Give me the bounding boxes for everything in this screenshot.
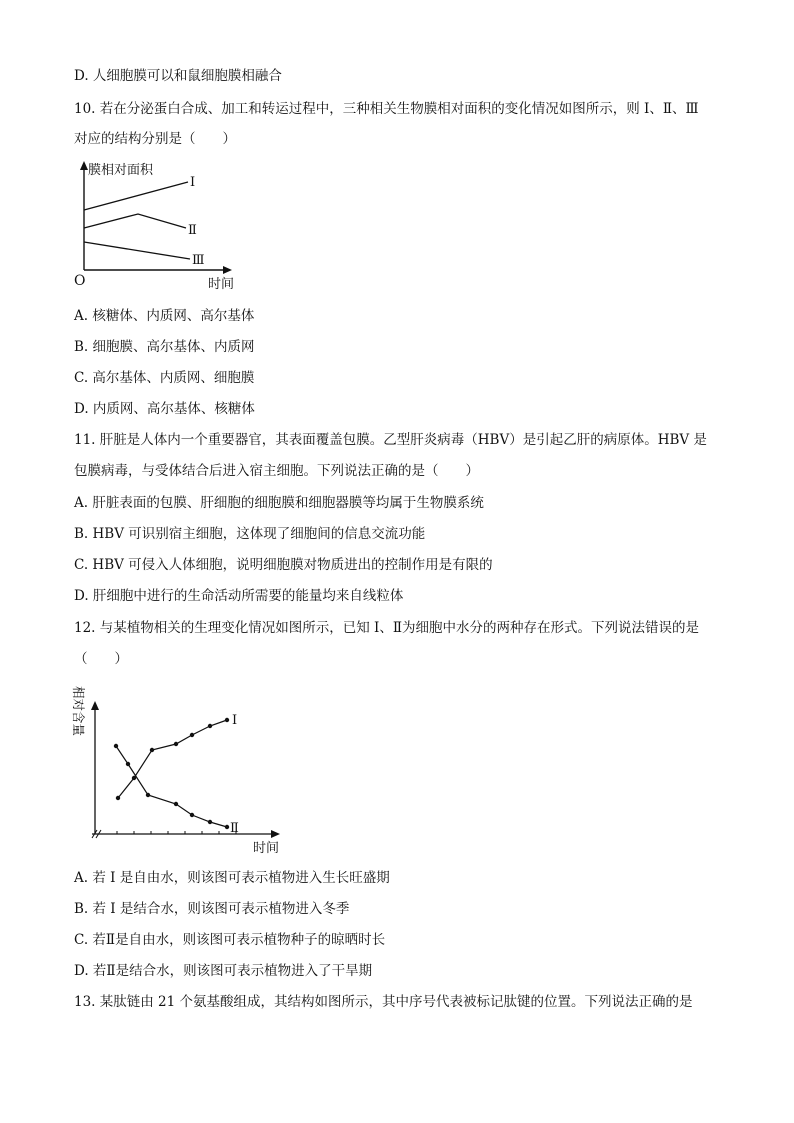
- q10-origin-label: O: [74, 273, 86, 289]
- q10-y-axis-label: 膜相对面积: [88, 163, 154, 178]
- q12-x-axis-arrow: [271, 830, 280, 838]
- q10-option-a: A. 核糖体、内质网、高尔基体: [74, 308, 255, 324]
- q12-curve-label-i: I: [232, 713, 238, 728]
- q12-option-c: C. 若Ⅱ是自由水，则该图可表示植物种子的晾晒时长: [74, 932, 386, 948]
- q10-curve-iii: [84, 242, 190, 259]
- q12-stem-line1: 12. 与某植物相关的生理变化情况如图所示，已知 I、Ⅱ为细胞中水分的两种存在形式。下列说法错误的是: [74, 620, 700, 636]
- q10-curve-label-ii: Ⅱ: [188, 223, 197, 238]
- q12-curve-ii: [116, 746, 227, 827]
- q13-stem-line1: 13. 某肽链由 21 个氨基酸组成，其结构如图所示，其中序号代表被标记肽键的位置。下列说法正确的是: [74, 994, 693, 1010]
- q10-stem-line1: 10. 若在分泌蛋白合成、加工和转运过程中，三种相关生物膜相对面积的变化情况如图所示，则 I、Ⅱ、Ⅲ: [74, 101, 699, 117]
- q12-stem-line2: （ ）: [74, 651, 128, 667]
- q10-curve-i: [84, 182, 188, 210]
- q12-option-a: A. 若 I 是自由水，则该图可表示植物进入生长旺盛期: [74, 870, 390, 886]
- q12-y-axis-label: 相对含量: [71, 686, 86, 737]
- q10-curve-label-iii: Ⅲ: [192, 253, 205, 268]
- q10-x-axis-arrow: [223, 266, 232, 274]
- q10-curve-ii: [84, 214, 186, 228]
- q11-stem-line2: 包膜病毒，与受体结合后进入宿主细胞。下列说法正确的是（ ）: [74, 463, 479, 479]
- q11-option-d: D. 肝细胞中进行的生命活动所需要的能量均来自线粒体: [74, 588, 404, 604]
- q11-option-a: A. 肝脏表面的包膜、肝细胞的细胞膜和细胞器膜等均属于生物膜系统: [74, 495, 484, 511]
- q10-stem-line2: 对应的结构分别是（ ）: [74, 131, 236, 147]
- q10-curve-label-i: I: [190, 175, 196, 190]
- q10-option-c: C. 高尔基体、内质网、细胞膜: [74, 370, 255, 386]
- q12-curve-i-points: [116, 718, 229, 800]
- q12-water-content-figure: [70, 680, 290, 858]
- q12-y-axis-arrow: [91, 701, 99, 710]
- q12-x-axis-label: 时间: [253, 841, 280, 856]
- q11-option-c: C. HBV 可侵入人体细胞，说明细胞膜对物质进出的控制作用是有限的: [74, 557, 493, 573]
- q11-option-b: B. HBV 可识别宿主细胞，这体现了细胞间的信息交流功能: [74, 526, 426, 542]
- q10-membrane-area-figure: [70, 158, 240, 290]
- q12-curve-i: [118, 720, 227, 798]
- q10-option-d: D. 内质网、高尔基体、核糖体: [74, 401, 255, 417]
- q12-option-b: B. 若 I 是结合水，则该图可表示植物进入冬季: [74, 901, 350, 917]
- q12-curve-ii-points: [114, 744, 229, 829]
- q9-option-d: D. 人细胞膜可以和鼠细胞膜相融合: [74, 68, 282, 84]
- q10-y-axis-arrow: [80, 161, 88, 170]
- q10-option-b: B. 细胞膜、高尔基体、内质网: [74, 339, 255, 355]
- q12-option-d: D. 若Ⅱ是结合水，则该图可表示植物进入了干旱期: [74, 963, 373, 979]
- q12-curve-label-ii: Ⅱ: [230, 821, 239, 836]
- q11-stem-line1: 11. 肝脏是人体内一个重要器官，其表面覆盖包膜。乙型肝炎病毒（HBV）是引起乙肝的病原体。HBV 是: [74, 432, 707, 448]
- q10-x-axis-label: 时间: [208, 277, 235, 290]
